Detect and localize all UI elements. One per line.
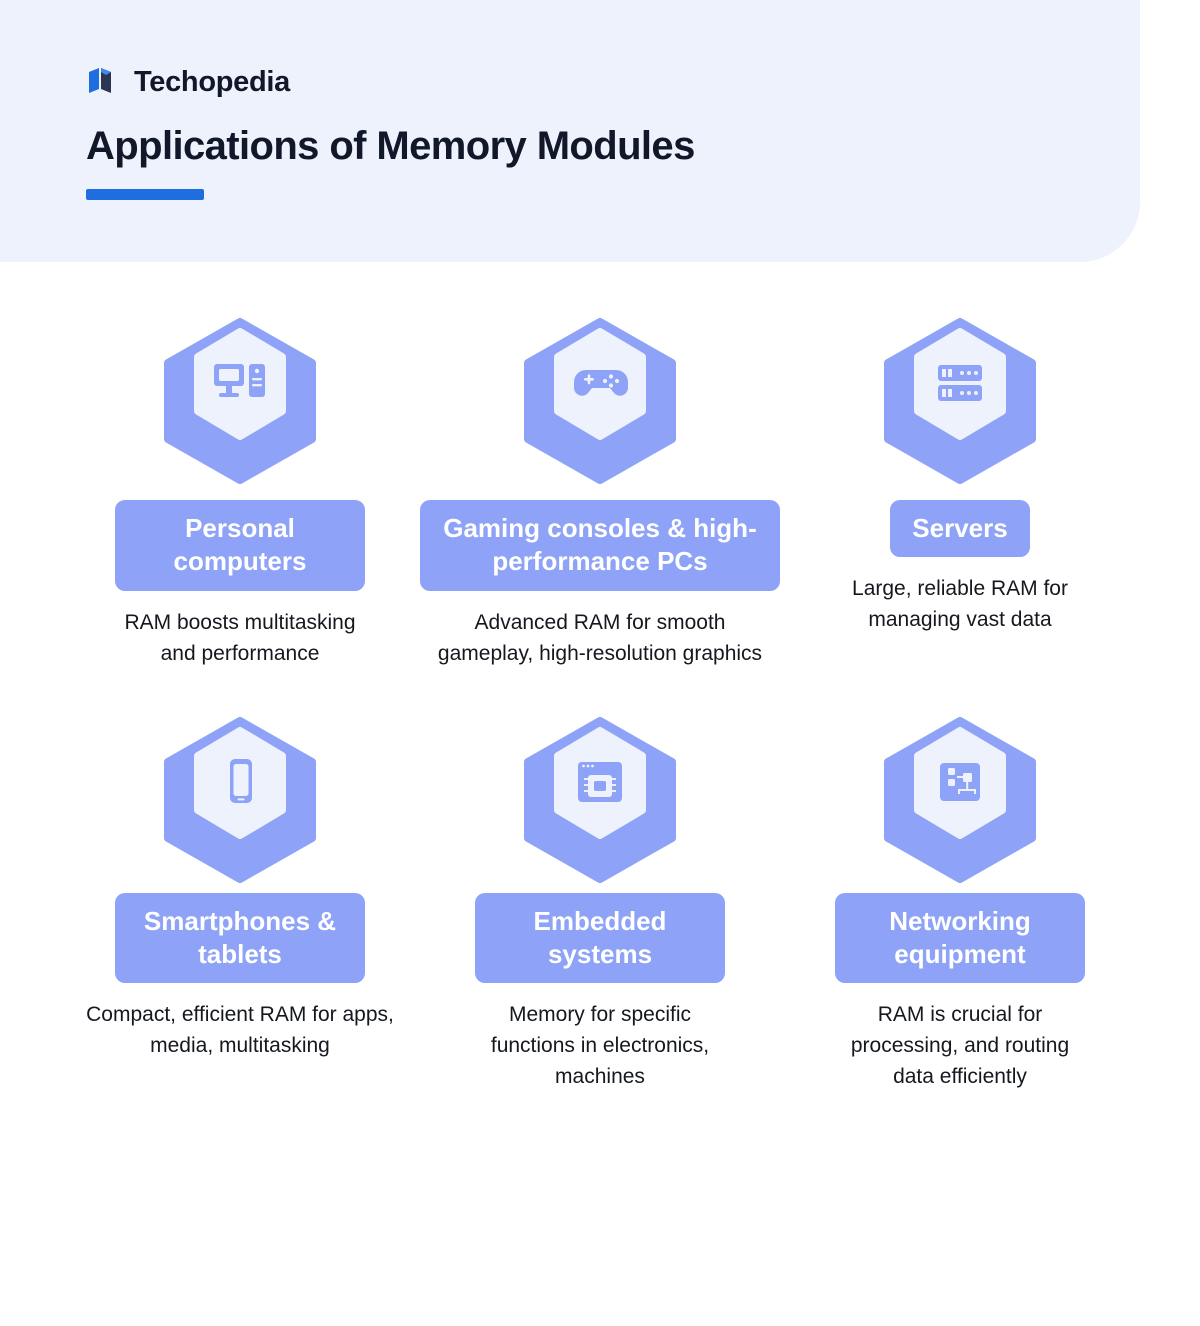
- card-embedded-systems: [420, 717, 780, 1093]
- page-title: Applications of Memory Modules: [86, 124, 695, 168]
- card-description: Advanced RAM for smooth gameplay, high-resolution graphics: [437, 610, 763, 665]
- icon-badge: [874, 717, 1046, 883]
- network-nodes-icon: [930, 755, 990, 809]
- smartphone-icon: [210, 755, 270, 809]
- icon-badge: [514, 717, 686, 883]
- card-description: Memory for specific functions in electronics, machines: [490, 1003, 710, 1089]
- card-title: Networking equipment: [835, 893, 1085, 984]
- header: [0, 0, 1140, 262]
- card-title: Smartphones & tablets: [115, 893, 365, 984]
- title-underline: [86, 189, 204, 200]
- card-servers: [780, 318, 1140, 669]
- icon-badge: [154, 318, 326, 484]
- icon-badge: [874, 318, 1046, 484]
- cards-grid: [0, 262, 1200, 1092]
- card-description: RAM is crucial for processing, and routing data efficiently: [850, 1003, 1070, 1089]
- card-description: RAM boosts multitasking and performance: [124, 610, 356, 665]
- card-title: Gaming consoles & high-performance PCs: [420, 500, 780, 591]
- card-networking-equipment: [780, 717, 1140, 1093]
- card-gaming-consoles: [420, 318, 780, 669]
- card-title: Embedded systems: [475, 893, 725, 984]
- brand: [86, 62, 1140, 102]
- techopedia-logo-icon: [86, 65, 120, 99]
- card-personal-computers: [60, 318, 420, 669]
- icon-badge: [514, 318, 686, 484]
- embedded-chip-icon: [570, 755, 630, 809]
- card-smartphones-tablets: [60, 717, 420, 1093]
- card-description: Compact, efficient RAM for apps, media, multitasking: [86, 1003, 394, 1058]
- card-title: Servers: [890, 500, 1029, 557]
- card-description: Large, reliable RAM for managing vast data: [852, 577, 1068, 632]
- server-rack-icon: [930, 356, 990, 410]
- brand-name: Techopedia: [134, 65, 290, 98]
- game-controller-icon: [570, 356, 630, 410]
- icon-badge: [154, 717, 326, 883]
- desktop-computer-icon: [210, 356, 270, 410]
- card-title: Personal computers: [115, 500, 365, 591]
